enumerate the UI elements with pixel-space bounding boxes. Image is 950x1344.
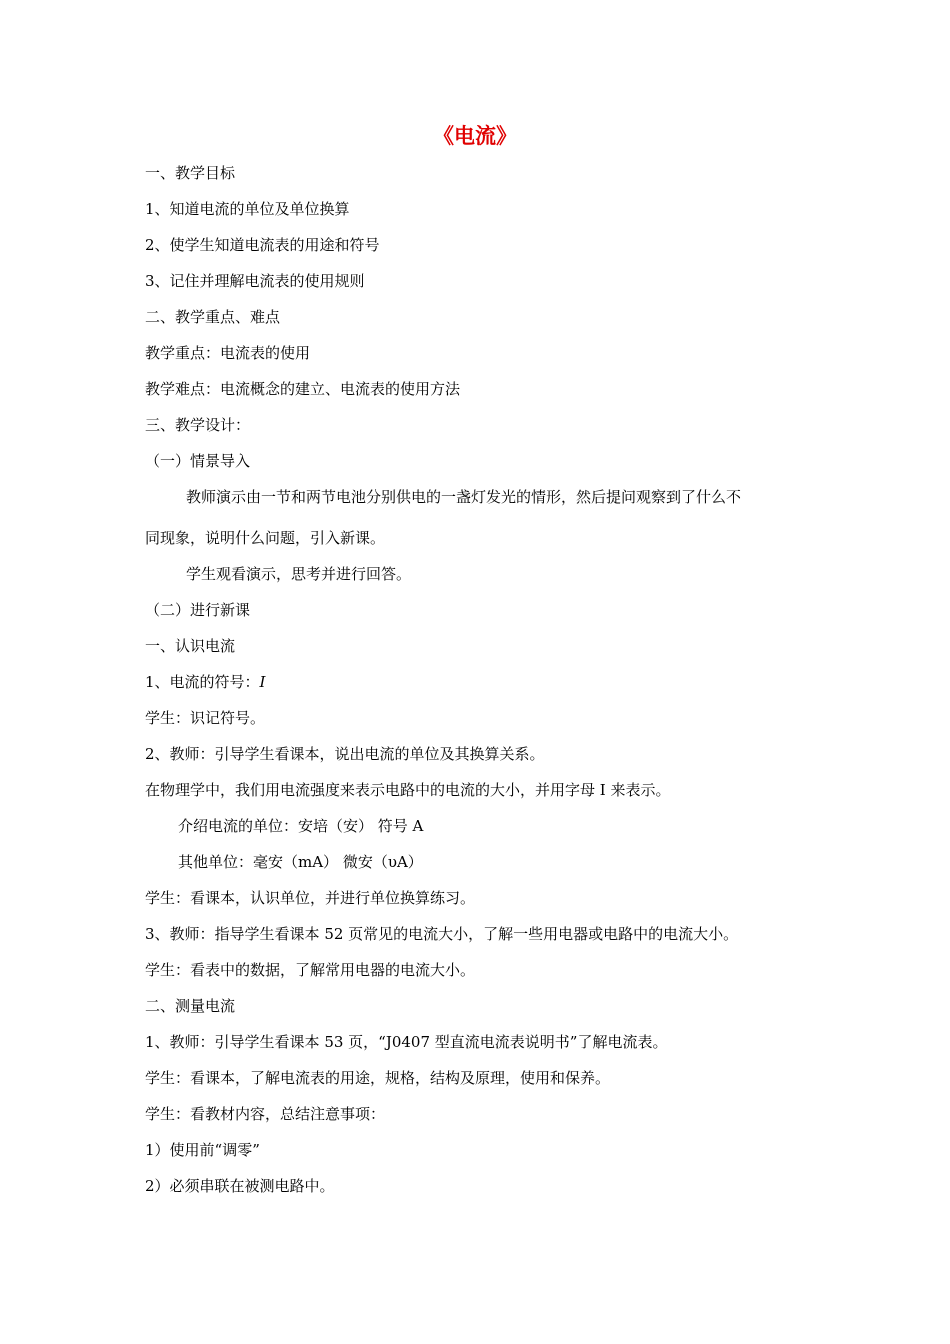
current-symbol: I: [259, 673, 266, 691]
text-line: 2、教师：引导学生看课本，说出电流的单位及其换算关系。: [145, 745, 545, 763]
subsection-heading: （一）情景导入: [145, 452, 251, 470]
text-line: 在物理学中，我们用电流强度来表示电路中的电流的大小，并用字母 I 来表示。: [145, 781, 671, 799]
text-line: 3、教师：指导学生看课本 52 页常见的电流大小，了解一些用电器或电路中的电流大小。: [145, 925, 739, 943]
text-line: 2、使学生知道电流表的用途和符号: [145, 236, 380, 254]
text-line: 学生：看表中的数据，了解常用电器的电流大小。: [145, 961, 476, 979]
text-line: 学生：看教材内容，总结注意事项：: [145, 1105, 386, 1123]
paragraph-line: 学生观看演示，思考并进行回答。: [186, 565, 412, 583]
list-item: 1）使用前“调零”: [145, 1141, 260, 1159]
text-line: 教学重点：电流表的使用: [145, 344, 311, 362]
section-heading: 二、测量电流: [145, 997, 236, 1015]
text-line: [145, 671, 265, 693]
text-line: 学生：识记符号。: [145, 709, 266, 727]
document-title: 《电流》: [433, 124, 517, 148]
text-line: 3、记住并理解电流表的使用规则: [145, 272, 365, 290]
section-heading: 一、教学目标: [145, 164, 236, 182]
list-item: 2）必须串联在被测电路中。: [145, 1177, 335, 1195]
text-line-label: 1、电流的符号：: [145, 673, 260, 691]
section-heading: 一、认识电流: [145, 637, 236, 655]
text-line: 1、教师：引导学生看课本 53 页，“J0407 型直流电流表说明书”了解电流表。: [145, 1033, 668, 1051]
text-line: 学生：看课本，了解电流表的用途，规格，结构及原理，使用和保养。: [145, 1069, 611, 1087]
paragraph-line: 教师演示由一节和两节电池分别供电的一盏灯发光的情形，然后提问观察到了什么不: [186, 488, 742, 506]
text-line: 学生：看课本，认识单位，并进行单位换算练习。: [145, 889, 476, 907]
text-line: 其他单位：毫安（mA） 微安（υA）: [178, 853, 423, 871]
paragraph-line: 同现象，说明什么问题，引入新课。: [145, 529, 386, 547]
text-line: 介绍电流的单位：安培（安） 符号 A: [178, 817, 424, 835]
text-line: 教学难点：电流概念的建立、电流表的使用方法: [145, 380, 461, 398]
subsection-heading: （二）进行新课: [145, 601, 251, 619]
section-heading: 二、教学重点、难点: [145, 308, 281, 326]
text-line: 1、知道电流的单位及单位换算: [145, 200, 350, 218]
section-heading: 三、教学设计：: [145, 416, 251, 434]
